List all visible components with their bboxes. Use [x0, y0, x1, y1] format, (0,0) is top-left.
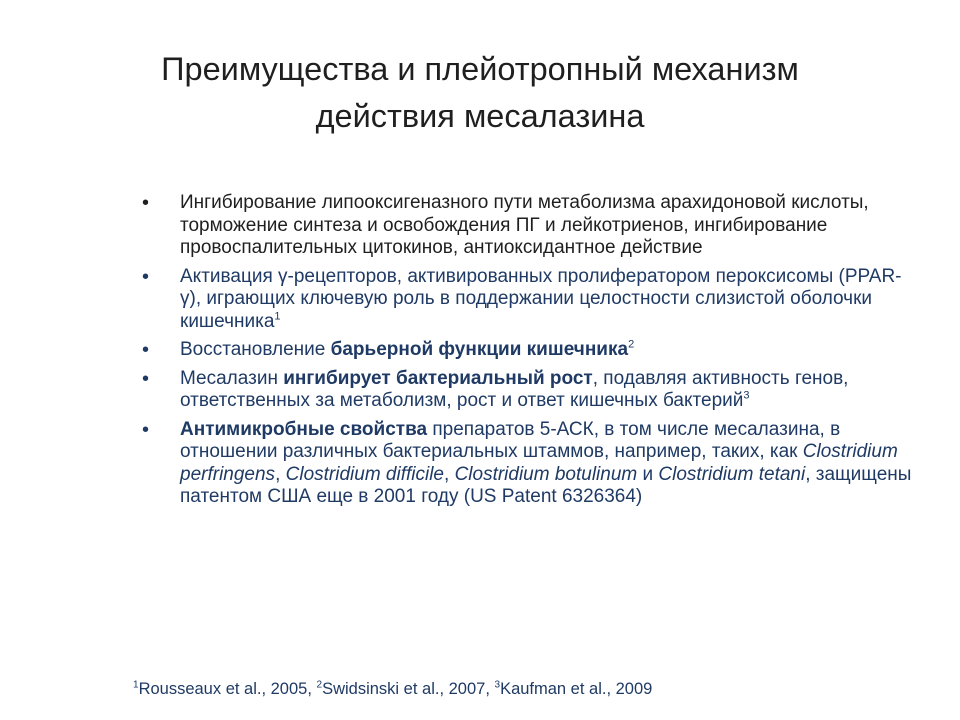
bullet-emphasis: ингибирует бактериальный рост	[283, 367, 593, 389]
slide-title-line-2: действия месалазина	[315, 98, 645, 134]
citation: Swidsinski et al., 2007,	[322, 680, 495, 698]
reference-marker: 2	[628, 338, 635, 351]
bullet-item-lipoxygenase	[140, 192, 920, 260]
bullet-item-bacterial-growth	[140, 368, 920, 413]
bullet-text: ,	[444, 463, 455, 485]
reference-marker: 3	[743, 389, 750, 402]
bullet-item-ppar	[140, 266, 920, 334]
bullet-dot-icon: •	[142, 339, 150, 361]
bullet-emphasis: барьерной функции кишечника	[330, 339, 629, 360]
slide-title-line-1: Преимущества и плейотропный механизм	[161, 51, 799, 87]
reference-marker: 2	[316, 679, 323, 691]
bullet-text: Ингибирование липооксигеназного пути метаболизма арахидоновой кислоты, торможение синтеза и освобождения ПГ и лейкотриенов, ингибирование провоспалительных цитокинов, антиоксидантное действие	[180, 192, 869, 258]
slide-title	[90, 46, 870, 140]
reference-marker: 1	[133, 679, 139, 691]
bullet-dot-icon: •	[142, 418, 150, 441]
bullet-text: Активация γ-рецепторов, активированных пролифератором пероксисомы (PPAR-γ), играющих ключевую роль в поддержании целостности слизистой оболочки кишечника	[180, 265, 902, 332]
bullet-item-barrier	[140, 339, 920, 362]
species-name: Clostridium difficile	[285, 463, 444, 485]
bullet-list	[140, 192, 920, 515]
species-name: Clostridium tetani	[658, 463, 806, 485]
citation: Kaufman et al., 2009	[500, 680, 653, 698]
bullet-text: Месалазин	[180, 367, 284, 389]
bullet-text: препаратов 5-АСК, в том числе месалазина, в отношении различных бактериальных штаммов, например, таких, как	[180, 418, 841, 462]
bullet-dot-icon: •	[142, 367, 150, 390]
bullet-text: и	[637, 463, 659, 485]
bullet-dot-icon: •	[142, 192, 150, 214]
citation: Rousseaux et al., 2005,	[138, 680, 317, 698]
bullet-item-antimicrobial	[140, 419, 920, 509]
species-name: Clostridium perfringens	[180, 441, 898, 485]
reference-marker: 3	[494, 679, 501, 691]
bullet-text: , защищены патентом США еще в 2001 году (US Patent 6326364)	[180, 463, 912, 507]
species-name: Clostridium botulinum	[454, 463, 638, 485]
bullet-dot-icon: •	[142, 265, 150, 288]
footnote-references	[133, 678, 652, 700]
bullet-text: ,	[275, 463, 286, 485]
bullet-text: Восстановление	[180, 339, 331, 360]
reference-marker: 1	[274, 310, 281, 323]
bullet-text: , подавляя активность генов, ответственных за метаболизм, рост и ответ кишечных бактерий	[180, 367, 849, 411]
bullet-emphasis: Антимикробные свойства	[180, 418, 428, 440]
